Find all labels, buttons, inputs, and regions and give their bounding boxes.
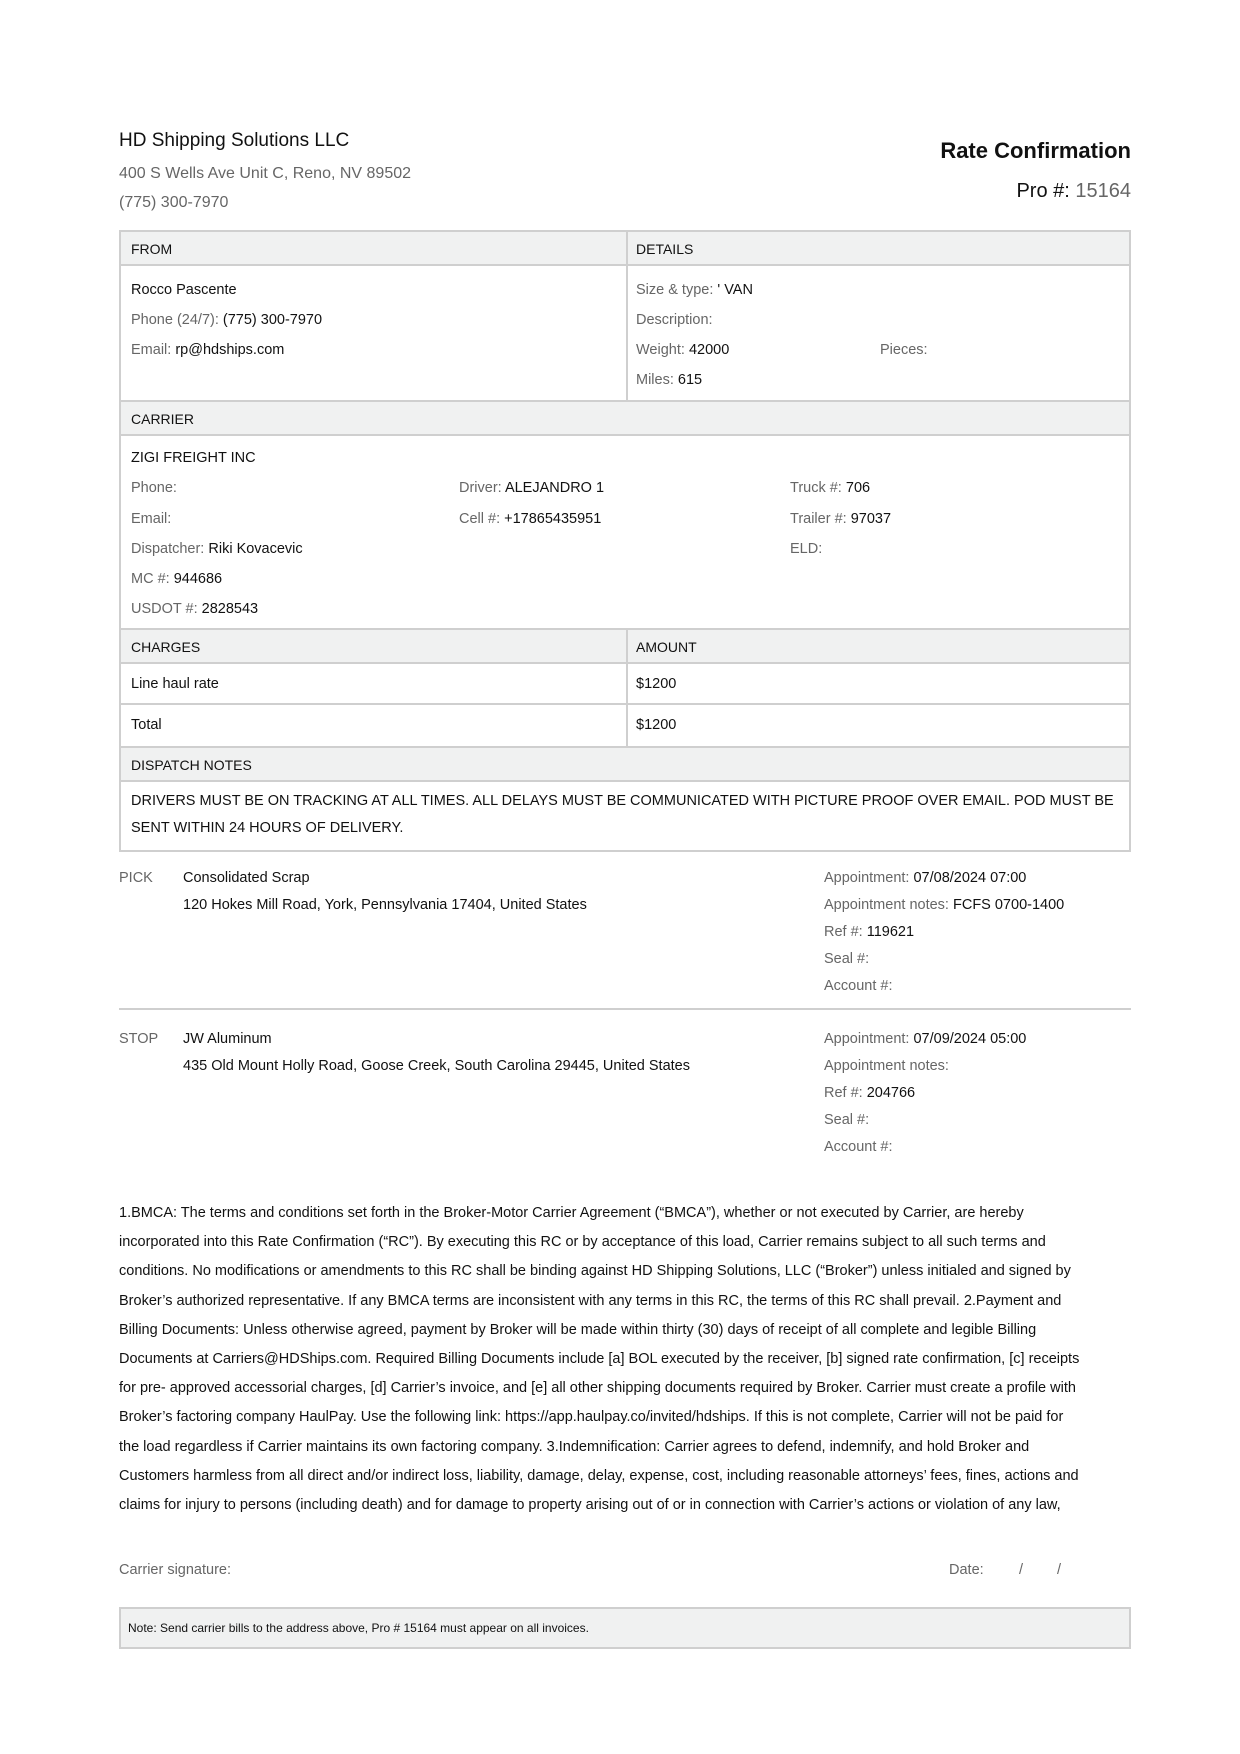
appointment-label: Appointment: — [824, 870, 910, 886]
from-name: Rocco Pascente — [131, 282, 237, 298]
ref-number — [824, 924, 914, 940]
terms-line: Billing Documents: Unless otherwise agreed, payment by Broker will be made within thirty (30) days of receipt of all complete and legible Billing — [119, 1321, 1037, 1338]
dispatcher-label: Dispatcher: — [131, 541, 205, 557]
carrier-driver — [459, 473, 604, 503]
carrier-phone — [131, 473, 177, 503]
size-value: ' VAN — [717, 282, 753, 298]
stop-pick — [119, 870, 1131, 1010]
from-heading: FROM — [131, 241, 173, 257]
account-label: Account #: — [824, 978, 893, 994]
charges-section — [119, 628, 1131, 748]
company-address: 400 S Wells Ave Unit C, Reno, NV 89502 — [119, 165, 412, 182]
details-heading: DETAILS — [636, 241, 694, 257]
terms-line: Documents at Carriers@HDShips.com. Required Billing Documents include [a] BOL executed by the receiver, [b] signed rate confirmation, [c] receipts — [119, 1351, 1080, 1368]
column-divider — [626, 232, 628, 400]
dispatch-notes-heading: DISPATCH NOTES — [131, 757, 252, 773]
dispatch-notes-text — [131, 788, 1114, 842]
carrier-email-label: Email: — [131, 511, 172, 527]
table-row — [121, 664, 1129, 705]
miles-label: Miles: — [636, 372, 674, 388]
document-header — [119, 0, 1131, 230]
from-email — [131, 335, 284, 365]
stop-divider — [119, 1008, 1131, 1010]
weight-value: 42000 — [688, 342, 730, 358]
date-separator: / — [1019, 1562, 1024, 1578]
appointment-notes — [824, 897, 1064, 913]
details-size — [636, 275, 753, 305]
truck-value: 706 — [845, 480, 871, 496]
terms-line: Broker’s authorized representative. If any BMCA terms are inconsistent with any terms in this RC, the terms of this RC shall prevail. 2.Payment and — [119, 1292, 1062, 1309]
dispatch-notes-line: DRIVERS MUST BE ON TRACKING AT ALL TIMES. ALL DELAYS MUST BE COMMUNICATED WITH PICTURE PROOF OVER EMAIL. POD MUST BE — [131, 793, 1114, 809]
from-details-section — [119, 230, 1131, 402]
seal-label: Seal #: — [824, 951, 870, 967]
stop-address: 120 Hokes Mill Road, York, Pennsylvania 17404, United States — [183, 897, 587, 913]
carrier-truck — [790, 473, 870, 503]
dispatch-notes-section — [119, 746, 1131, 852]
weight-label: Weight: — [636, 342, 685, 358]
carrier-heading: CARRIER — [131, 411, 195, 427]
rate-confirmation-page — [119, 0, 1131, 1635]
terms-line: Broker’s factoring company HaulPay. Use the following link: https://app.haulpay.co/invited/hdships. If this is not complete, Carrier will not be paid for — [119, 1409, 1064, 1426]
carrier-dispatcher — [131, 534, 303, 564]
appointment — [824, 870, 1026, 886]
ref-number — [824, 1085, 915, 1101]
terms-line: 1.BMCA: The terms and conditions set forth in the Broker-Motor Carrier Agreement (“BMCA”), whether or not executed by Carrier, are hereby — [119, 1205, 1024, 1221]
details-pieces — [880, 335, 928, 365]
from-phone-label: Phone (24/7): — [131, 312, 219, 328]
appointment-label: Appointment: — [824, 1031, 910, 1047]
dispatch-notes-heading-row — [121, 748, 1129, 782]
charge-label: Line haul rate — [131, 676, 219, 692]
stop-name: JW Aluminum — [183, 1031, 272, 1047]
company-phone: (775) 300-7970 — [119, 194, 229, 211]
pro-number — [1016, 180, 1131, 203]
eld-label: ELD: — [790, 541, 823, 557]
terms-line: claims for injury to persons (including death) and for damage to property arising out of or in connection with Carrier’s actions or violation of any law, — [119, 1497, 1061, 1514]
size-label: Size & type: — [636, 282, 714, 298]
trailer-label: Trailer #: — [790, 511, 847, 527]
details-weight — [636, 335, 729, 365]
truck-label: Truck #: — [790, 480, 842, 496]
account-number — [824, 978, 893, 994]
carrier-cell — [459, 504, 601, 534]
total-label: Total — [131, 717, 162, 733]
description-label: Description: — [636, 312, 713, 328]
carrier-mc — [131, 564, 222, 594]
terms-line: Customers harmless from all direct and/or indirect loss, liability, damage, delay, expense, cost, including reasonable attorneys’ fees, fines, actions and — [119, 1467, 1079, 1484]
from-email-value: rp@hdships.com — [175, 342, 285, 358]
from-phone-value: (775) 300-7970 — [222, 312, 323, 328]
appointment-value: 07/08/2024 07:00 — [913, 870, 1027, 886]
date-separator: / — [1057, 1562, 1062, 1578]
ref-label: Ref #: — [824, 1085, 863, 1101]
document-title: Rate Confirmation — [940, 138, 1131, 163]
dispatcher-value: Riki Kovacevic — [208, 541, 303, 557]
miles-value: 615 — [677, 372, 703, 388]
date-label: Date: — [949, 1562, 984, 1578]
ref-label: Ref #: — [824, 924, 863, 940]
charges-heading: CHARGES — [131, 639, 201, 655]
carrier-signature-label: Carrier signature: — [119, 1562, 232, 1578]
stop-kind: STOP — [119, 1031, 159, 1047]
details-description — [636, 305, 713, 335]
cell-value: +17865435951 — [504, 511, 602, 527]
appointment — [824, 1031, 1026, 1047]
details-miles — [636, 365, 702, 395]
cell-label: Cell #: — [459, 511, 501, 527]
carrier-usdot — [131, 594, 258, 624]
ref-value: 204766 — [866, 1085, 916, 1101]
carrier-section — [119, 400, 1131, 630]
from-email-label: Email: — [131, 342, 172, 358]
pro-value: 15164 — [1075, 180, 1131, 202]
terms-line: conditions. No modifications or amendments to this RC shall be binding against HD Shipping Solutions, LLC (“Broker”) unless initialed and signed by — [119, 1263, 1071, 1280]
pro-label: Pro #: — [1016, 180, 1070, 202]
appointment-value: 07/09/2024 05:00 — [913, 1031, 1027, 1047]
terms-line: incorporated into this Rate Confirmation (“RC”). By executing this RC or by acceptance of this load, Carrier remains subject to all such terms and — [119, 1234, 1046, 1251]
driver-value: ALEJANDRO 1 — [504, 480, 605, 496]
trailer-value: 97037 — [850, 511, 892, 527]
appointment-notes-label: Appointment notes: — [824, 897, 949, 913]
total-amount: $1200 — [636, 717, 677, 733]
usdot-label: USDOT #: — [131, 601, 198, 617]
amount-heading: AMOUNT — [636, 639, 697, 655]
carrier-heading-row — [121, 402, 1129, 436]
from-phone — [131, 305, 322, 335]
appointment-notes-value: FCFS 0700-1400 — [952, 897, 1065, 913]
appointment-notes-label: Appointment notes: — [824, 1058, 949, 1074]
charges-heading-row — [121, 630, 1129, 664]
dispatch-notes-line: SENT WITHIN 24 HOURS OF DELIVERY. — [131, 820, 404, 836]
carrier-trailer — [790, 504, 891, 534]
stop-name: Consolidated Scrap — [183, 870, 310, 886]
stop-kind: PICK — [119, 870, 153, 886]
stop-address: 435 Old Mount Holly Road, Goose Creek, South Carolina 29445, United States — [183, 1058, 690, 1074]
section-header-row — [121, 232, 1129, 266]
table-row — [121, 705, 1129, 746]
account-label: Account #: — [824, 1139, 893, 1155]
footer-note: Note: Send carrier bills to the address above, Pro # 15164 must appear on all invoices. — [119, 1607, 1131, 1649]
carrier-name: ZIGI FREIGHT INC — [131, 450, 256, 466]
appointment-notes — [824, 1058, 949, 1074]
mc-label: MC #: — [131, 571, 170, 587]
charge-amount: $1200 — [636, 676, 677, 692]
seal-number — [824, 951, 869, 967]
carrier-phone-label: Phone: — [131, 480, 177, 496]
seal-label: Seal #: — [824, 1112, 870, 1128]
company-name: HD Shipping Solutions LLC — [119, 130, 350, 151]
pieces-label: Pieces: — [880, 342, 928, 358]
carrier-eld — [790, 534, 822, 564]
seal-number — [824, 1112, 869, 1128]
driver-label: Driver: — [459, 480, 502, 496]
ref-value: 119621 — [866, 924, 915, 940]
stop-drop — [119, 1031, 1131, 1171]
carrier-email — [131, 504, 171, 534]
mc-value: 944686 — [173, 571, 223, 587]
terms-line: the load regardless if Carrier maintains its own factoring company. 3.Indemnification: Carrier agrees to defend, indemnify, and hold Broker and — [119, 1438, 1030, 1455]
usdot-value: 2828543 — [201, 601, 259, 617]
terms-and-conditions — [119, 1199, 1131, 1520]
terms-line: for pre- approved accessorial charges, [d] Carrier’s invoice, and [e] all other shipping documents required by Broker. Carrier must create a profile with — [119, 1380, 1076, 1397]
account-number — [824, 1139, 893, 1155]
